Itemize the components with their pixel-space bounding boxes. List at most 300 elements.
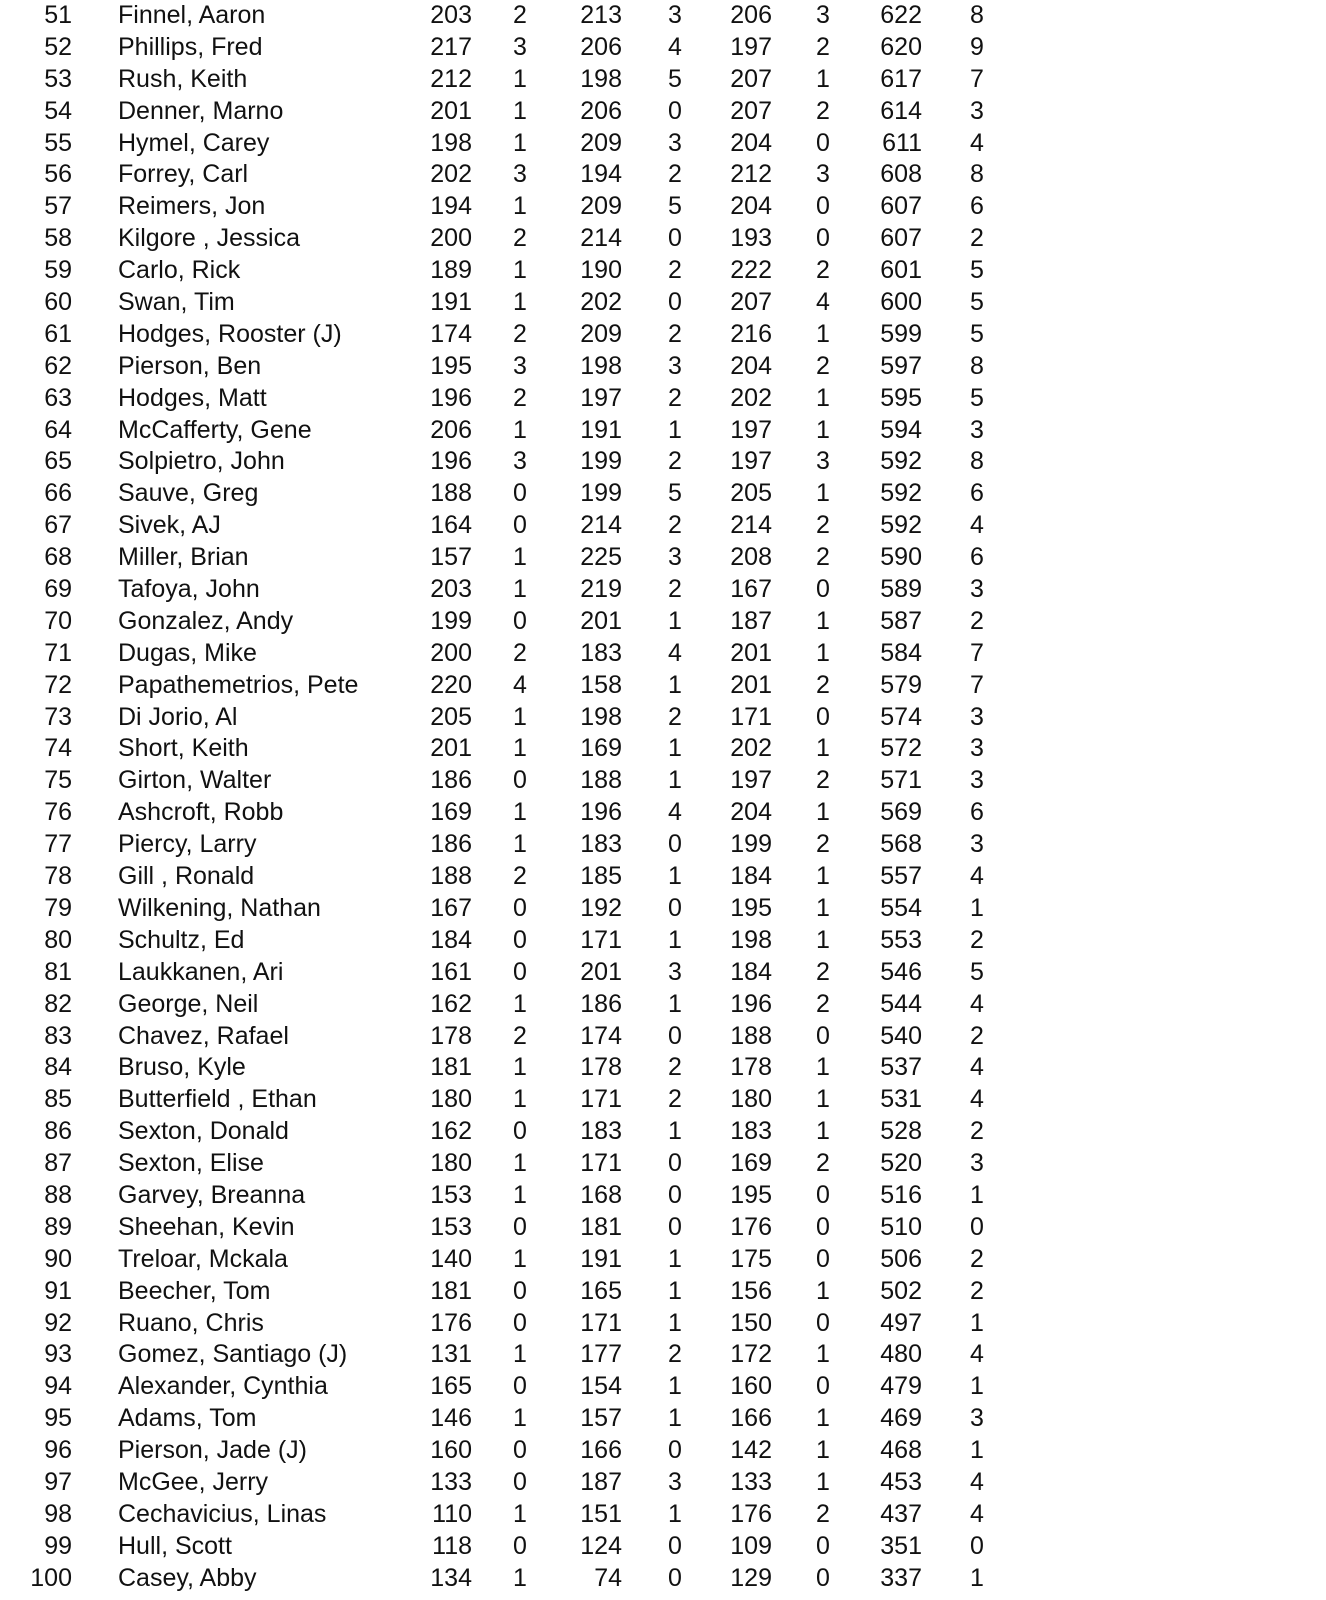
game3-points-cell: 0 — [816, 1021, 830, 1050]
game3-score-cell: 204 — [730, 192, 772, 221]
game2-score-cell: 191 — [580, 1244, 622, 1273]
game3-score-cell: 222 — [730, 256, 772, 285]
rank-cell: 59 — [44, 256, 72, 285]
table-row — [0, 638, 1326, 670]
game1-points-cell: 0 — [513, 1276, 527, 1305]
game3-points-cell: 0 — [816, 1244, 830, 1273]
game3-points-cell: 0 — [816, 1180, 830, 1209]
game3-score-cell: 188 — [730, 1021, 772, 1050]
game3-score-cell: 171 — [730, 702, 772, 731]
game2-points-cell: 3 — [668, 1467, 682, 1496]
game1-score-cell: 181 — [430, 1053, 472, 1082]
total-points-cell: 6 — [970, 798, 984, 827]
series-total-cell: 546 — [880, 957, 922, 986]
total-points-cell: 3 — [970, 1149, 984, 1178]
game2-points-cell: 1 — [668, 606, 682, 635]
series-total-cell: 453 — [880, 1467, 922, 1496]
game2-points-cell: 5 — [668, 479, 682, 508]
game2-score-cell: 199 — [580, 479, 622, 508]
bowler-name-cell: Sexton, Elise — [118, 1149, 264, 1178]
game3-points-cell: 1 — [816, 1117, 830, 1146]
game1-score-cell: 157 — [430, 543, 472, 572]
game1-score-cell: 217 — [430, 32, 472, 61]
bowler-name-cell: Swan, Tim — [118, 288, 235, 317]
game2-points-cell: 1 — [668, 1276, 682, 1305]
game1-score-cell: 188 — [430, 479, 472, 508]
game1-score-cell: 184 — [430, 925, 472, 954]
game3-score-cell: 184 — [730, 862, 772, 891]
game3-score-cell: 183 — [730, 1117, 772, 1146]
total-points-cell: 4 — [970, 1499, 984, 1528]
game2-points-cell: 5 — [668, 192, 682, 221]
game3-points-cell: 1 — [816, 893, 830, 922]
game2-score-cell: 198 — [580, 64, 622, 93]
bowler-name-cell: Carlo, Rick — [118, 256, 241, 285]
game3-score-cell: 176 — [730, 1499, 772, 1528]
game3-score-cell: 195 — [730, 893, 772, 922]
rank-cell: 98 — [44, 1499, 72, 1528]
bowler-name-cell: Finnel, Aaron — [118, 1, 266, 29]
game3-score-cell: 180 — [730, 1085, 772, 1114]
game2-points-cell: 0 — [668, 96, 682, 125]
game1-points-cell: 1 — [513, 1563, 527, 1592]
bowler-name-cell: Phillips, Fred — [118, 32, 263, 61]
game3-score-cell: 207 — [730, 64, 772, 93]
series-total-cell: 520 — [880, 1149, 922, 1178]
game3-score-cell: 172 — [730, 1340, 772, 1369]
game2-points-cell: 1 — [668, 670, 682, 699]
game2-score-cell: 206 — [580, 96, 622, 125]
game1-score-cell: 199 — [430, 606, 472, 635]
series-total-cell: 497 — [880, 1308, 922, 1337]
rank-cell: 97 — [44, 1467, 72, 1496]
game1-points-cell: 1 — [513, 1180, 527, 1209]
game3-score-cell: 202 — [730, 734, 772, 763]
series-total-cell: 337 — [880, 1563, 922, 1592]
table-row — [0, 1148, 1326, 1180]
total-points-cell: 6 — [970, 479, 984, 508]
game2-points-cell: 0 — [668, 1212, 682, 1241]
game1-score-cell: 189 — [430, 256, 472, 285]
total-points-cell: 9 — [970, 32, 984, 61]
game2-points-cell: 2 — [668, 1053, 682, 1082]
game3-points-cell: 1 — [816, 1053, 830, 1082]
game3-points-cell: 1 — [816, 1085, 830, 1114]
rank-cell: 60 — [44, 288, 72, 317]
total-points-cell: 3 — [970, 702, 984, 731]
game1-points-cell: 3 — [513, 32, 527, 61]
game1-points-cell: 0 — [513, 925, 527, 954]
bowler-name-cell: Forrey, Carl — [118, 160, 249, 189]
game2-score-cell: 209 — [580, 128, 622, 157]
game1-score-cell: 165 — [430, 1372, 472, 1401]
rank-cell: 94 — [44, 1372, 72, 1401]
table-row — [0, 1276, 1326, 1308]
rank-cell: 83 — [44, 1021, 72, 1050]
game2-points-cell: 1 — [668, 989, 682, 1018]
series-total-cell: 572 — [880, 734, 922, 763]
series-total-cell: 553 — [880, 925, 922, 954]
game1-points-cell: 1 — [513, 128, 527, 157]
total-points-cell: 1 — [970, 1563, 984, 1592]
series-total-cell: 620 — [880, 32, 922, 61]
game3-points-cell: 2 — [816, 96, 830, 125]
bowler-name-cell: Chavez, Rafael — [118, 1021, 289, 1050]
game2-score-cell: 192 — [580, 893, 622, 922]
game3-points-cell: 0 — [816, 702, 830, 731]
game3-score-cell: 129 — [730, 1563, 772, 1592]
game3-points-cell: 1 — [816, 925, 830, 954]
rank-cell: 57 — [44, 192, 72, 221]
series-total-cell: 510 — [880, 1212, 922, 1241]
game2-points-cell: 0 — [668, 1531, 682, 1560]
game3-score-cell: 167 — [730, 575, 772, 604]
game1-points-cell: 2 — [513, 638, 527, 667]
game1-points-cell: 0 — [513, 479, 527, 508]
game2-points-cell: 3 — [668, 957, 682, 986]
rank-cell: 71 — [44, 638, 72, 667]
game3-score-cell: 197 — [730, 415, 772, 444]
series-total-cell: 528 — [880, 1117, 922, 1146]
game1-score-cell: 153 — [430, 1212, 472, 1241]
series-total-cell: 554 — [880, 893, 922, 922]
game2-score-cell: 209 — [580, 192, 622, 221]
game2-points-cell: 2 — [668, 256, 682, 285]
game1-score-cell: 167 — [430, 893, 472, 922]
game1-points-cell: 3 — [513, 351, 527, 380]
series-total-cell: 531 — [880, 1085, 922, 1114]
game2-score-cell: 154 — [580, 1372, 622, 1401]
rank-cell: 100 — [30, 1563, 72, 1592]
game3-points-cell: 2 — [816, 32, 830, 61]
total-points-cell: 4 — [970, 1340, 984, 1369]
table-row — [0, 1084, 1326, 1116]
total-points-cell: 4 — [970, 1467, 984, 1496]
game1-score-cell: 181 — [430, 1276, 472, 1305]
game1-score-cell: 198 — [430, 128, 472, 157]
rank-cell: 77 — [44, 830, 72, 859]
game1-score-cell: 169 — [430, 798, 472, 827]
rank-cell: 68 — [44, 543, 72, 572]
game2-points-cell: 2 — [668, 702, 682, 731]
table-row — [0, 1371, 1326, 1403]
total-points-cell: 2 — [970, 1244, 984, 1273]
rank-cell: 63 — [44, 383, 72, 412]
rank-cell: 69 — [44, 575, 72, 604]
table-row — [0, 957, 1326, 989]
series-total-cell: 590 — [880, 543, 922, 572]
rank-cell: 55 — [44, 128, 72, 157]
rank-cell: 67 — [44, 511, 72, 540]
game3-points-cell: 0 — [816, 1212, 830, 1241]
rank-cell: 96 — [44, 1436, 72, 1465]
table-row — [0, 1308, 1326, 1340]
rank-cell: 88 — [44, 1180, 72, 1209]
game2-score-cell: 166 — [580, 1436, 622, 1465]
game1-score-cell: 186 — [430, 766, 472, 795]
table-row — [0, 1435, 1326, 1467]
game2-points-cell: 1 — [668, 925, 682, 954]
rank-cell: 81 — [44, 957, 72, 986]
game1-score-cell: 162 — [430, 1117, 472, 1146]
total-points-cell: 3 — [970, 575, 984, 604]
total-points-cell: 4 — [970, 862, 984, 891]
bowler-name-cell: Gonzalez, Andy — [118, 606, 294, 635]
game3-score-cell: 166 — [730, 1404, 772, 1433]
series-total-cell: 516 — [880, 1180, 922, 1209]
table-row — [0, 0, 1326, 32]
series-total-cell: 599 — [880, 319, 922, 348]
bowler-name-cell: Ashcroft, Robb — [118, 798, 284, 827]
total-points-cell: 8 — [970, 160, 984, 189]
rank-cell: 74 — [44, 734, 72, 763]
game1-points-cell: 1 — [513, 1340, 527, 1369]
bowler-name-cell: Solpietro, John — [118, 447, 285, 476]
bowler-name-cell: Di Jorio, Al — [118, 702, 238, 731]
game2-score-cell: 201 — [580, 957, 622, 986]
game2-score-cell: 124 — [580, 1531, 622, 1560]
game3-score-cell: 197 — [730, 766, 772, 795]
game3-score-cell: 202 — [730, 383, 772, 412]
total-points-cell: 4 — [970, 511, 984, 540]
game1-score-cell: 201 — [430, 96, 472, 125]
total-points-cell: 1 — [970, 1180, 984, 1209]
game3-score-cell: 150 — [730, 1308, 772, 1337]
game1-points-cell: 0 — [513, 766, 527, 795]
game2-points-cell: 1 — [668, 766, 682, 795]
bowler-name-cell: Denner, Marno — [118, 96, 284, 125]
table-row — [0, 1244, 1326, 1276]
game3-score-cell: 204 — [730, 798, 772, 827]
total-points-cell: 7 — [970, 670, 984, 699]
rank-cell: 58 — [44, 224, 72, 253]
game3-score-cell: 198 — [730, 925, 772, 954]
total-points-cell: 3 — [970, 96, 984, 125]
rank-cell: 78 — [44, 862, 72, 891]
game3-score-cell: 156 — [730, 1276, 772, 1305]
table-row — [0, 797, 1326, 829]
total-points-cell: 0 — [970, 1531, 984, 1560]
game2-score-cell: 183 — [580, 638, 622, 667]
game2-points-cell: 4 — [668, 798, 682, 827]
game2-points-cell: 4 — [668, 638, 682, 667]
game1-score-cell: 161 — [430, 957, 472, 986]
table-row — [0, 989, 1326, 1021]
game3-points-cell: 0 — [816, 1563, 830, 1592]
bowler-name-cell: Kilgore , Jessica — [118, 224, 301, 253]
game1-score-cell: 153 — [430, 1180, 472, 1209]
bowler-name-cell: Sauve, Greg — [118, 479, 259, 508]
bowler-name-cell: Gomez, Santiago (J) — [118, 1340, 348, 1369]
game3-points-cell: 3 — [816, 160, 830, 189]
game1-score-cell: 212 — [430, 64, 472, 93]
game1-points-cell: 1 — [513, 1499, 527, 1528]
game1-score-cell: 201 — [430, 734, 472, 763]
total-points-cell: 7 — [970, 638, 984, 667]
total-points-cell: 3 — [970, 1404, 984, 1433]
game1-points-cell: 1 — [513, 192, 527, 221]
game2-score-cell: 209 — [580, 319, 622, 348]
game3-score-cell: 196 — [730, 989, 772, 1018]
series-total-cell: 574 — [880, 702, 922, 731]
game1-points-cell: 0 — [513, 1436, 527, 1465]
bowler-name-cell: Papathemetrios, Pete — [118, 670, 359, 699]
rank-cell: 90 — [44, 1244, 72, 1273]
rank-cell: 92 — [44, 1308, 72, 1337]
game2-score-cell: 178 — [580, 1053, 622, 1082]
bowler-name-cell: Hodges, Matt — [118, 383, 267, 412]
series-total-cell: 579 — [880, 670, 922, 699]
game1-points-cell: 1 — [513, 256, 527, 285]
rank-cell: 75 — [44, 766, 72, 795]
game1-points-cell: 1 — [513, 830, 527, 859]
table-row — [0, 606, 1326, 638]
series-total-cell: 589 — [880, 575, 922, 604]
table-row — [0, 32, 1326, 64]
bowler-name-cell: Pierson, Jade (J) — [118, 1436, 307, 1465]
game1-score-cell: 134 — [430, 1563, 472, 1592]
bowler-name-cell: Gill , Ronald — [118, 862, 255, 891]
table-row — [0, 1531, 1326, 1563]
game3-score-cell: 176 — [730, 1212, 772, 1241]
game2-score-cell: 177 — [580, 1340, 622, 1369]
bowler-name-cell: Rush, Keith — [118, 64, 248, 93]
game1-score-cell: 160 — [430, 1436, 472, 1465]
rank-cell: 72 — [44, 670, 72, 699]
game1-points-cell: 3 — [513, 447, 527, 476]
bowler-name-cell: Beecher, Tom — [118, 1276, 271, 1305]
game2-score-cell: 174 — [580, 1021, 622, 1050]
game3-points-cell: 3 — [816, 1, 830, 29]
table-row — [0, 319, 1326, 351]
game3-points-cell: 1 — [816, 479, 830, 508]
game3-points-cell: 0 — [816, 1531, 830, 1560]
game3-points-cell: 0 — [816, 224, 830, 253]
game2-points-cell: 1 — [668, 862, 682, 891]
game1-score-cell: 195 — [430, 351, 472, 380]
game3-points-cell: 2 — [816, 830, 830, 859]
game2-score-cell: 165 — [580, 1276, 622, 1305]
series-total-cell: 468 — [880, 1436, 922, 1465]
game2-points-cell: 3 — [668, 351, 682, 380]
game2-points-cell: 2 — [668, 511, 682, 540]
total-points-cell: 1 — [970, 1308, 984, 1337]
game2-points-cell: 2 — [668, 575, 682, 604]
rank-cell: 53 — [44, 64, 72, 93]
game2-score-cell: 169 — [580, 734, 622, 763]
game2-score-cell: 74 — [594, 1563, 622, 1592]
game3-score-cell: 201 — [730, 638, 772, 667]
rank-cell: 70 — [44, 606, 72, 635]
series-total-cell: 595 — [880, 383, 922, 412]
game3-points-cell: 2 — [816, 351, 830, 380]
series-total-cell: 594 — [880, 415, 922, 444]
game1-score-cell: 140 — [430, 1244, 472, 1273]
game2-points-cell: 3 — [668, 543, 682, 572]
table-row — [0, 1499, 1326, 1531]
series-total-cell: 608 — [880, 160, 922, 189]
table-row — [0, 510, 1326, 542]
game2-score-cell: 158 — [580, 670, 622, 699]
table-row — [0, 574, 1326, 606]
total-points-cell: 1 — [970, 893, 984, 922]
total-points-cell: 5 — [970, 957, 984, 986]
game3-points-cell: 2 — [816, 766, 830, 795]
game1-points-cell: 1 — [513, 288, 527, 317]
game3-score-cell: 206 — [730, 1, 772, 29]
game2-score-cell: 168 — [580, 1180, 622, 1209]
bowler-name-cell: Miller, Brian — [118, 543, 249, 572]
game3-points-cell: 2 — [816, 256, 830, 285]
game3-score-cell: 199 — [730, 830, 772, 859]
rank-cell: 51 — [44, 1, 72, 29]
game3-points-cell: 2 — [816, 543, 830, 572]
series-total-cell: 584 — [880, 638, 922, 667]
bowler-name-cell: Laukkanen, Ari — [118, 957, 284, 986]
game1-score-cell: 176 — [430, 1308, 472, 1337]
table-row — [0, 191, 1326, 223]
game1-score-cell: 202 — [430, 160, 472, 189]
rank-cell: 66 — [44, 479, 72, 508]
game1-points-cell: 0 — [513, 1117, 527, 1146]
game2-points-cell: 0 — [668, 1180, 682, 1209]
game3-points-cell: 0 — [816, 1372, 830, 1401]
table-row — [0, 64, 1326, 96]
bowler-name-cell: Alexander, Cynthia — [118, 1372, 328, 1401]
total-points-cell: 0 — [970, 1212, 984, 1241]
game1-score-cell: 194 — [430, 192, 472, 221]
game3-score-cell: 204 — [730, 128, 772, 157]
game3-score-cell: 195 — [730, 1180, 772, 1209]
game1-points-cell: 1 — [513, 734, 527, 763]
game2-score-cell: 183 — [580, 830, 622, 859]
game3-points-cell: 2 — [816, 1499, 830, 1528]
game2-score-cell: 171 — [580, 1149, 622, 1178]
game2-points-cell: 1 — [668, 1372, 682, 1401]
table-row — [0, 159, 1326, 191]
game1-points-cell: 1 — [513, 96, 527, 125]
table-row — [0, 765, 1326, 797]
game3-points-cell: 3 — [816, 447, 830, 476]
series-total-cell: 351 — [880, 1531, 922, 1560]
bowler-name-cell: Wilkening, Nathan — [118, 893, 321, 922]
rank-cell: 85 — [44, 1085, 72, 1114]
series-total-cell: 502 — [880, 1276, 922, 1305]
game3-score-cell: 197 — [730, 32, 772, 61]
game1-score-cell: 131 — [430, 1340, 472, 1369]
game3-score-cell: 207 — [730, 288, 772, 317]
game2-points-cell: 0 — [668, 1021, 682, 1050]
table-row — [0, 446, 1326, 478]
table-row — [0, 925, 1326, 957]
game2-score-cell: 202 — [580, 288, 622, 317]
game1-points-cell: 4 — [513, 670, 527, 699]
game2-score-cell: 196 — [580, 798, 622, 827]
rank-cell: 84 — [44, 1053, 72, 1082]
total-points-cell: 8 — [970, 447, 984, 476]
series-total-cell: 600 — [880, 288, 922, 317]
rank-cell: 64 — [44, 415, 72, 444]
total-points-cell: 4 — [970, 128, 984, 157]
bowler-name-cell: Ruano, Chris — [118, 1308, 264, 1337]
series-total-cell: 506 — [880, 1244, 922, 1273]
game2-points-cell: 3 — [668, 128, 682, 157]
total-points-cell: 5 — [970, 256, 984, 285]
total-points-cell: 7 — [970, 64, 984, 93]
game3-points-cell: 0 — [816, 1308, 830, 1337]
game2-score-cell: 201 — [580, 606, 622, 635]
bowler-name-cell: Treloar, Mckala — [118, 1244, 288, 1273]
